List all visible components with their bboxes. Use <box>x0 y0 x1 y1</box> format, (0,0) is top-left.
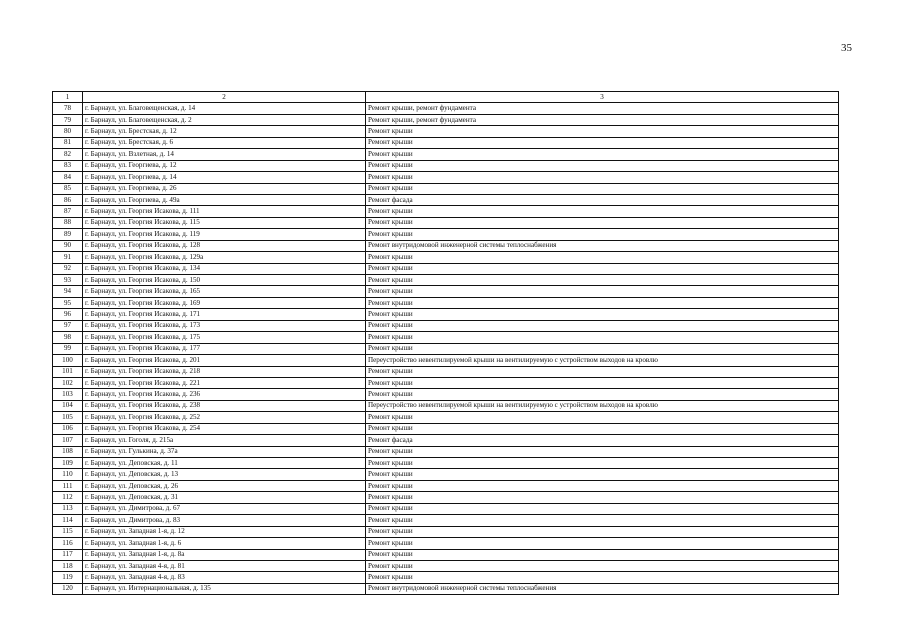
row-number-cell: 116 <box>53 538 83 549</box>
row-number-cell: 117 <box>53 549 83 560</box>
row-number-cell: 94 <box>53 286 83 297</box>
work-type-cell: Ремонт фасада <box>366 194 839 205</box>
work-type-cell: Ремонт крыши <box>366 160 839 171</box>
work-type-cell: Переустройство невентилируемой крыши на вентилируемую с устройством выходов на кровлю <box>366 355 839 366</box>
table-row <box>53 320 839 331</box>
address-cell: г. Барнаул, ул. Георгиева, д. 26 <box>83 183 366 194</box>
table-row <box>53 446 839 457</box>
table-row <box>53 583 839 594</box>
work-type-cell: Ремонт крыши <box>366 492 839 503</box>
row-number-cell: 78 <box>53 103 83 114</box>
table-row <box>53 229 839 240</box>
address-cell: г. Барнаул, ул. Брестская, д. 12 <box>83 126 366 137</box>
row-number-cell: 115 <box>53 526 83 537</box>
row-number-cell: 109 <box>53 458 83 469</box>
work-type-cell: Ремонт крыши <box>366 149 839 160</box>
table-row <box>53 126 839 137</box>
table-row <box>53 217 839 228</box>
address-cell: г. Барнаул, ул. Георгия Исакова, д. 218 <box>83 366 366 377</box>
table-row <box>53 297 839 308</box>
row-number-cell: 90 <box>53 240 83 251</box>
row-number-cell: 119 <box>53 572 83 583</box>
address-cell: г. Барнаул, ул. Георгия Исакова, д. 236 <box>83 389 366 400</box>
row-number-cell: 101 <box>53 366 83 377</box>
work-type-cell: Ремонт крыши <box>366 137 839 148</box>
column-header-number: 1 <box>53 92 83 103</box>
table-row <box>53 366 839 377</box>
row-number-cell: 113 <box>53 503 83 514</box>
work-type-cell: Ремонт крыши <box>366 172 839 183</box>
table-row <box>53 275 839 286</box>
address-cell: г. Барнаул, ул. Деповская, д. 26 <box>83 480 366 491</box>
work-type-cell: Ремонт крыши <box>366 263 839 274</box>
address-cell: г. Барнаул, ул. Георгия Исакова, д. 165 <box>83 286 366 297</box>
work-type-cell: Ремонт крыши <box>366 389 839 400</box>
address-cell: г. Барнаул, ул. Западная 4-я, д. 83 <box>83 572 366 583</box>
row-number-cell: 81 <box>53 137 83 148</box>
table-row <box>53 492 839 503</box>
work-type-cell: Ремонт внутридомовой инженерной системы теплоснабжения <box>366 240 839 251</box>
address-cell: г. Барнаул, ул. Георгия Исакова, д. 128 <box>83 240 366 251</box>
table-row <box>53 114 839 125</box>
address-cell: г. Барнаул, ул. Георгия Исакова, д. 119 <box>83 229 366 240</box>
work-type-cell: Ремонт крыши, ремонт фундамента <box>366 103 839 114</box>
table-row <box>53 355 839 366</box>
table-row <box>53 286 839 297</box>
address-cell: г. Барнаул, ул. Георгия Исакова, д. 169 <box>83 297 366 308</box>
row-number-cell: 110 <box>53 469 83 480</box>
work-type-cell: Ремонт крыши <box>366 549 839 560</box>
row-number-cell: 118 <box>53 560 83 571</box>
table-row <box>53 263 839 274</box>
table-row <box>53 549 839 560</box>
table-header-row <box>53 92 839 103</box>
table-row <box>53 423 839 434</box>
row-number-cell: 89 <box>53 229 83 240</box>
table-row <box>53 412 839 423</box>
work-type-cell: Ремонт крыши <box>366 458 839 469</box>
row-number-cell: 96 <box>53 309 83 320</box>
work-type-cell: Ремонт крыши <box>366 423 839 434</box>
row-number-cell: 85 <box>53 183 83 194</box>
work-type-cell: Ремонт крыши <box>366 515 839 526</box>
address-cell: г. Барнаул, ул. Благовещенская, д. 2 <box>83 114 366 125</box>
row-number-cell: 100 <box>53 355 83 366</box>
address-cell: г. Барнаул, ул. Деповская, д. 11 <box>83 458 366 469</box>
work-type-cell: Ремонт крыши <box>366 560 839 571</box>
row-number-cell: 102 <box>53 377 83 388</box>
address-cell: г. Барнаул, ул. Георгия Исакова, д. 252 <box>83 412 366 423</box>
address-cell: г. Барнаул, ул. Георгиева, д. 49а <box>83 194 366 205</box>
row-number-cell: 82 <box>53 149 83 160</box>
row-number-cell: 104 <box>53 400 83 411</box>
address-cell: г. Барнаул, ул. Благовещенская, д. 14 <box>83 103 366 114</box>
address-cell: г. Барнаул, ул. Георгия Исакова, д. 115 <box>83 217 366 228</box>
address-cell: г. Барнаул, ул. Западная 1-я, д. 12 <box>83 526 366 537</box>
work-type-cell: Ремонт крыши <box>366 217 839 228</box>
work-type-cell: Ремонт фасада <box>366 435 839 446</box>
row-number-cell: 97 <box>53 320 83 331</box>
row-number-cell: 103 <box>53 389 83 400</box>
work-type-cell: Ремонт крыши <box>366 126 839 137</box>
row-number-cell: 120 <box>53 583 83 594</box>
works-table <box>52 91 839 595</box>
table-row <box>53 206 839 217</box>
row-number-cell: 98 <box>53 332 83 343</box>
table-row <box>53 160 839 171</box>
address-cell: г. Барнаул, ул. Георгиева, д. 14 <box>83 172 366 183</box>
row-number-cell: 86 <box>53 194 83 205</box>
address-cell: г. Барнаул, ул. Георгия Исакова, д. 175 <box>83 332 366 343</box>
work-type-cell: Ремонт крыши <box>366 377 839 388</box>
table-row <box>53 103 839 114</box>
address-cell: г. Барнаул, ул. Интернациональная, д. 135 <box>83 583 366 594</box>
work-type-cell: Ремонт крыши <box>366 538 839 549</box>
row-number-cell: 111 <box>53 480 83 491</box>
table-row <box>53 458 839 469</box>
table-row <box>53 194 839 205</box>
row-number-cell: 95 <box>53 297 83 308</box>
address-cell: г. Барнаул, ул. Георгия Исакова, д. 171 <box>83 309 366 320</box>
work-type-cell: Ремонт крыши <box>366 286 839 297</box>
row-number-cell: 107 <box>53 435 83 446</box>
table-row <box>53 252 839 263</box>
work-type-cell: Ремонт крыши <box>366 480 839 491</box>
work-type-cell: Ремонт крыши <box>366 366 839 377</box>
work-type-cell: Ремонт крыши <box>366 446 839 457</box>
work-type-cell: Ремонт крыши <box>366 320 839 331</box>
work-type-cell: Ремонт крыши <box>366 343 839 354</box>
table-body <box>53 103 839 595</box>
column-header-work-type: 3 <box>366 92 839 103</box>
work-type-cell: Ремонт крыши <box>366 309 839 320</box>
table-row <box>53 572 839 583</box>
work-type-cell: Ремонт крыши <box>366 297 839 308</box>
work-type-cell: Ремонт крыши <box>366 412 839 423</box>
table-row <box>53 400 839 411</box>
row-number-cell: 108 <box>53 446 83 457</box>
column-header-address: 2 <box>83 92 366 103</box>
row-number-cell: 112 <box>53 492 83 503</box>
page-number: 35 <box>841 42 852 54</box>
address-cell: г. Барнаул, ул. Гоголя, д. 215а <box>83 435 366 446</box>
address-cell: г. Барнаул, ул. Георгиева, д. 12 <box>83 160 366 171</box>
address-cell: г. Барнаул, ул. Деповская, д. 13 <box>83 469 366 480</box>
address-cell: г. Барнаул, ул. Георгия Исакова, д. 173 <box>83 320 366 331</box>
address-cell: г. Барнаул, ул. Георгия Исакова, д. 221 <box>83 377 366 388</box>
row-number-cell: 79 <box>53 114 83 125</box>
address-cell: г. Барнаул, ул. Георгия Исакова, д. 111 <box>83 206 366 217</box>
row-number-cell: 84 <box>53 172 83 183</box>
table-row <box>53 137 839 148</box>
row-number-cell: 93 <box>53 275 83 286</box>
work-type-cell: Ремонт крыши <box>366 332 839 343</box>
address-cell: г. Барнаул, ул. Георгия Исакова, д. 238 <box>83 400 366 411</box>
table-row <box>53 435 839 446</box>
table-row <box>53 377 839 388</box>
address-cell: г. Барнаул, ул. Георгия Исакова, д. 254 <box>83 423 366 434</box>
work-type-cell: Ремонт внутридомовой инженерной системы теплоснабжения <box>366 583 839 594</box>
address-cell: г. Барнаул, ул. Взлетная, д. 14 <box>83 149 366 160</box>
address-cell: г. Барнаул, ул. Димитрова, д. 67 <box>83 503 366 514</box>
address-cell: г. Барнаул, ул. Георгия Исакова, д. 129а <box>83 252 366 263</box>
address-cell: г. Барнаул, ул. Брестская, д. 6 <box>83 137 366 148</box>
address-cell: г. Барнаул, ул. Георгия Исакова, д. 134 <box>83 263 366 274</box>
work-type-cell: Ремонт крыши <box>366 503 839 514</box>
table-row <box>53 389 839 400</box>
address-cell: г. Барнаул, ул. Западная 1-я, д. 8а <box>83 549 366 560</box>
table-row <box>53 149 839 160</box>
work-type-cell: Ремонт крыши <box>366 526 839 537</box>
row-number-cell: 92 <box>53 263 83 274</box>
work-type-cell: Ремонт крыши <box>366 275 839 286</box>
work-type-cell: Переустройство невентилируемой крыши на вентилируемую с устройством выходов на кровлю <box>366 400 839 411</box>
table-row <box>53 526 839 537</box>
row-number-cell: 99 <box>53 343 83 354</box>
address-cell: г. Барнаул, ул. Западная 4-я, д. 81 <box>83 560 366 571</box>
row-number-cell: 80 <box>53 126 83 137</box>
row-number-cell: 88 <box>53 217 83 228</box>
table-row <box>53 309 839 320</box>
address-cell: г. Барнаул, ул. Гулькина, д. 37а <box>83 446 366 457</box>
address-cell: г. Барнаул, ул. Георгия Исакова, д. 150 <box>83 275 366 286</box>
table-row <box>53 240 839 251</box>
work-type-cell: Ремонт крыши <box>366 572 839 583</box>
table-row <box>53 538 839 549</box>
address-cell: г. Барнаул, ул. Георгия Исакова, д. 201 <box>83 355 366 366</box>
table-row <box>53 343 839 354</box>
row-number-cell: 105 <box>53 412 83 423</box>
work-type-cell: Ремонт крыши <box>366 206 839 217</box>
work-type-cell: Ремонт крыши, ремонт фундамента <box>366 114 839 125</box>
address-cell: г. Барнаул, ул. Западная 1-я, д. 6 <box>83 538 366 549</box>
row-number-cell: 87 <box>53 206 83 217</box>
table-row <box>53 172 839 183</box>
table-row <box>53 480 839 491</box>
address-cell: г. Барнаул, ул. Димитрова, д. 83 <box>83 515 366 526</box>
table-row <box>53 560 839 571</box>
row-number-cell: 91 <box>53 252 83 263</box>
table-row <box>53 183 839 194</box>
table-row <box>53 503 839 514</box>
work-type-cell: Ремонт крыши <box>366 229 839 240</box>
work-type-cell: Ремонт крыши <box>366 183 839 194</box>
table-row <box>53 469 839 480</box>
row-number-cell: 83 <box>53 160 83 171</box>
work-type-cell: Ремонт крыши <box>366 469 839 480</box>
row-number-cell: 106 <box>53 423 83 434</box>
table-row <box>53 515 839 526</box>
table-row <box>53 332 839 343</box>
address-cell: г. Барнаул, ул. Деповская, д. 31 <box>83 492 366 503</box>
row-number-cell: 114 <box>53 515 83 526</box>
address-cell: г. Барнаул, ул. Георгия Исакова, д. 177 <box>83 343 366 354</box>
work-type-cell: Ремонт крыши <box>366 252 839 263</box>
